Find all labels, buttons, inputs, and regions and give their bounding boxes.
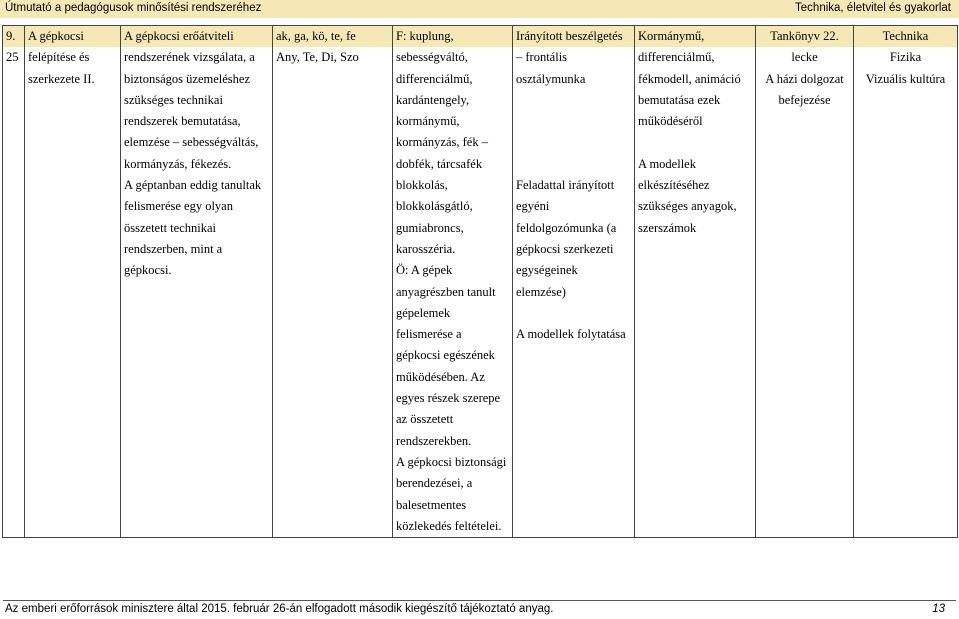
table-cell xyxy=(756,495,854,516)
table-row xyxy=(3,132,958,153)
table-cell: gépkocsi szerkezeti xyxy=(513,239,635,260)
table-cell: rendszerek bemutatása, xyxy=(121,111,273,132)
table-cell xyxy=(25,473,121,494)
table-cell xyxy=(25,431,121,452)
table-cell xyxy=(3,345,25,366)
table-cell xyxy=(635,495,756,516)
table-cell xyxy=(121,495,273,516)
table-cell xyxy=(756,409,854,430)
table-cell xyxy=(3,218,25,239)
table-cell xyxy=(273,431,393,452)
footer-divider xyxy=(3,600,956,601)
table-cell xyxy=(854,111,958,132)
table-cell xyxy=(854,175,958,196)
table-cell: egyes részek szerepe xyxy=(393,388,513,409)
table-cell xyxy=(25,154,121,175)
table-row xyxy=(3,218,958,239)
table-cell xyxy=(3,495,25,516)
table-cell xyxy=(273,90,393,111)
table-cell xyxy=(3,409,25,430)
table-cell xyxy=(854,196,958,217)
table-cell xyxy=(854,260,958,281)
footer-text: Az emberi erőforrások minisztere által 2015. február 26-án elfogadott második kiegészítő tájékoztató anyag. xyxy=(5,603,554,615)
table-cell xyxy=(121,473,273,494)
table-cell: Kormánymű, xyxy=(635,26,756,48)
table-cell xyxy=(3,69,25,90)
table-cell xyxy=(756,132,854,153)
table-row xyxy=(3,473,958,494)
table-cell xyxy=(121,452,273,473)
table-cell xyxy=(273,154,393,175)
table-cell xyxy=(635,324,756,345)
table-row xyxy=(3,154,958,175)
table-cell: osztálymunka xyxy=(513,69,635,90)
table-cell xyxy=(25,516,121,538)
table-cell xyxy=(513,473,635,494)
table-cell: 25 xyxy=(3,47,25,68)
table-cell: sebességváltó, xyxy=(393,47,513,68)
table-cell xyxy=(121,303,273,324)
table-cell: rendszerben, mint a xyxy=(121,239,273,260)
table-cell: működéséről xyxy=(635,111,756,132)
table-cell: F: kuplung, xyxy=(393,26,513,48)
table-cell xyxy=(756,196,854,217)
table-cell: összetett technikai xyxy=(121,218,273,239)
table-row xyxy=(3,409,958,430)
table-cell xyxy=(273,132,393,153)
table-cell xyxy=(513,367,635,388)
table-cell xyxy=(25,132,121,153)
table-cell: gépkocsi. xyxy=(121,260,273,281)
table-row xyxy=(3,282,958,303)
table-row xyxy=(3,495,958,516)
header-title: Útmutató a pedagógusok minősítési rendszeréhez xyxy=(5,2,262,14)
table-cell xyxy=(121,388,273,409)
table-row xyxy=(3,239,958,260)
table-cell xyxy=(3,132,25,153)
table-cell xyxy=(854,90,958,111)
table-cell xyxy=(854,409,958,430)
table-cell: gépkocsi egészének xyxy=(393,345,513,366)
table-cell: differenciálmű, xyxy=(635,47,756,68)
table-cell xyxy=(756,516,854,538)
table-cell xyxy=(121,516,273,538)
table-cell xyxy=(273,516,393,538)
table-cell xyxy=(25,260,121,281)
table-row xyxy=(3,345,958,366)
table-cell xyxy=(756,154,854,175)
table-cell xyxy=(635,239,756,260)
table-cell xyxy=(854,516,958,538)
table-cell xyxy=(513,516,635,538)
table-cell: blokkolás, xyxy=(393,175,513,196)
table-cell xyxy=(854,495,958,516)
table-cell xyxy=(635,473,756,494)
table-cell xyxy=(3,239,25,260)
table-cell xyxy=(635,452,756,473)
table-cell: 9. xyxy=(3,26,25,48)
table-cell xyxy=(25,367,121,388)
table-cell xyxy=(513,495,635,516)
table-cell xyxy=(3,196,25,217)
table-cell xyxy=(513,452,635,473)
table-cell xyxy=(756,473,854,494)
table-row xyxy=(3,431,958,452)
table-cell: Tankönyv 22. xyxy=(756,26,854,48)
table-cell xyxy=(756,452,854,473)
table-cell: Technika xyxy=(854,26,958,48)
table-cell xyxy=(273,409,393,430)
table-cell: Ö: A gépek xyxy=(393,260,513,281)
table-cell: működésében. Az xyxy=(393,367,513,388)
table-cell xyxy=(121,345,273,366)
table-cell: A házi dolgozat xyxy=(756,69,854,90)
table-cell xyxy=(273,111,393,132)
table-cell xyxy=(273,495,393,516)
table-cell xyxy=(3,473,25,494)
table-cell: A gépkocsi erőátviteli xyxy=(121,26,273,48)
table-cell xyxy=(25,324,121,345)
table-cell xyxy=(3,175,25,196)
table-cell xyxy=(635,132,756,153)
table-cell xyxy=(854,388,958,409)
table-cell xyxy=(756,345,854,366)
table-cell xyxy=(25,196,121,217)
table-cell xyxy=(513,345,635,366)
table-cell xyxy=(3,324,25,345)
table-cell xyxy=(25,388,121,409)
table-cell xyxy=(635,303,756,324)
table-cell: A gépkocsi biztonsági xyxy=(393,452,513,473)
table-cell: differenciálmű, xyxy=(393,69,513,90)
table-cell xyxy=(854,324,958,345)
table-cell xyxy=(25,218,121,239)
table-cell: gumiabroncs, xyxy=(393,218,513,239)
table-cell xyxy=(3,111,25,132)
table-row xyxy=(3,175,958,196)
table-cell xyxy=(273,239,393,260)
table-cell xyxy=(635,431,756,452)
table-cell xyxy=(854,154,958,175)
table-cell xyxy=(635,388,756,409)
table-cell: felismerése a xyxy=(393,324,513,345)
table-cell: A gépkocsi xyxy=(25,26,121,48)
table-row xyxy=(3,367,958,388)
table-cell xyxy=(756,111,854,132)
table-cell: felépítése és xyxy=(25,47,121,68)
table-cell xyxy=(756,218,854,239)
table-row xyxy=(3,69,958,90)
table-cell: egyéni xyxy=(513,196,635,217)
table-cell xyxy=(756,175,854,196)
table-cell: bemutatása ezek xyxy=(635,90,756,111)
table-cell: Any, Te, Di, Szo xyxy=(273,47,393,68)
table-cell xyxy=(3,367,25,388)
table-cell: biztonságos üzemeléshez xyxy=(121,69,273,90)
table-cell xyxy=(854,282,958,303)
table-cell: berendezései, a xyxy=(393,473,513,494)
table-cell xyxy=(756,367,854,388)
table-cell: befejezése xyxy=(756,90,854,111)
table-cell: balesetmentes xyxy=(393,495,513,516)
table-cell xyxy=(756,282,854,303)
table-cell xyxy=(273,324,393,345)
table-cell xyxy=(513,132,635,153)
table-cell xyxy=(273,196,393,217)
table-cell xyxy=(3,303,25,324)
table-cell: – frontális xyxy=(513,47,635,68)
table-cell: felismerése egy olyan xyxy=(121,196,273,217)
table-cell xyxy=(121,367,273,388)
header-subject: Technika, életvitel és gyakorlat xyxy=(795,2,951,14)
table-cell: rendszerekben. xyxy=(393,431,513,452)
table-row xyxy=(3,516,958,538)
table-cell xyxy=(3,516,25,538)
table-cell xyxy=(635,260,756,281)
table-cell: kormányzás, fék – xyxy=(393,132,513,153)
table-cell xyxy=(756,388,854,409)
table-row xyxy=(3,26,958,48)
table-cell xyxy=(513,90,635,111)
table-cell: A modellek xyxy=(635,154,756,175)
table-cell xyxy=(273,260,393,281)
table-cell: Vizuális kultúra xyxy=(854,69,958,90)
table-cell xyxy=(3,452,25,473)
table-cell: Irányított beszélgetés xyxy=(513,26,635,48)
table-cell xyxy=(513,388,635,409)
table-cell xyxy=(3,154,25,175)
table-cell: az összetett xyxy=(393,409,513,430)
table-cell: elemzése – sebességváltás, xyxy=(121,132,273,153)
table-cell: blokkolásgátló, xyxy=(393,196,513,217)
table-cell: rendszerének vizsgálata, a xyxy=(121,47,273,68)
table-cell xyxy=(3,90,25,111)
table-cell: szerszámok xyxy=(635,218,756,239)
table-cell: kormányzás, fékezés. xyxy=(121,154,273,175)
table-cell: ak, ga, kö, te, fe xyxy=(273,26,393,48)
curriculum-table xyxy=(2,25,958,538)
table-cell: szerkezete II. xyxy=(25,69,121,90)
table-cell xyxy=(273,388,393,409)
table-cell xyxy=(25,345,121,366)
table-cell xyxy=(635,516,756,538)
table-cell xyxy=(25,111,121,132)
table-cell: Feladattal irányított xyxy=(513,175,635,196)
table-cell xyxy=(25,90,121,111)
table-cell xyxy=(513,111,635,132)
table-cell xyxy=(3,388,25,409)
table-row xyxy=(3,388,958,409)
table-cell xyxy=(635,367,756,388)
table-row xyxy=(3,111,958,132)
table-cell xyxy=(854,367,958,388)
table-cell xyxy=(273,282,393,303)
table-cell xyxy=(25,303,121,324)
table-row xyxy=(3,324,958,345)
table-cell xyxy=(513,431,635,452)
table-row xyxy=(3,452,958,473)
table-cell: Fizika xyxy=(854,47,958,68)
table-cell xyxy=(854,431,958,452)
table-row xyxy=(3,303,958,324)
table-cell: elemzése) xyxy=(513,282,635,303)
table-cell: karosszéria. xyxy=(393,239,513,260)
table-row xyxy=(3,90,958,111)
table-cell xyxy=(273,218,393,239)
table-cell xyxy=(25,409,121,430)
table-cell xyxy=(25,239,121,260)
table-cell xyxy=(513,303,635,324)
table-cell xyxy=(756,431,854,452)
table-cell: anyagrészben tanult xyxy=(393,282,513,303)
table-cell xyxy=(756,239,854,260)
table-cell xyxy=(3,282,25,303)
table-cell xyxy=(756,303,854,324)
table-cell xyxy=(273,345,393,366)
table-cell xyxy=(25,282,121,303)
table-cell xyxy=(854,132,958,153)
table-cell xyxy=(513,154,635,175)
document-header xyxy=(0,0,959,18)
table-cell: szükséges technikai xyxy=(121,90,273,111)
table-cell xyxy=(854,345,958,366)
table-cell xyxy=(513,409,635,430)
table-cell xyxy=(273,473,393,494)
table-cell: gépelemek xyxy=(393,303,513,324)
table-cell xyxy=(756,260,854,281)
table-cell: dobfék, tárcsafék xyxy=(393,154,513,175)
table-cell: fékmodell, animáció xyxy=(635,69,756,90)
table-cell: közlekedés feltételei. xyxy=(393,516,513,538)
table-cell xyxy=(635,282,756,303)
table-cell xyxy=(273,69,393,90)
table-cell xyxy=(25,495,121,516)
table-cell xyxy=(25,175,121,196)
table-cell xyxy=(854,473,958,494)
table-cell xyxy=(854,452,958,473)
table-cell: kormánymű, xyxy=(393,111,513,132)
table-cell xyxy=(854,303,958,324)
table-cell: egységeinek xyxy=(513,260,635,281)
page-number: 13 xyxy=(932,603,945,615)
table-cell: A modellek folytatása xyxy=(513,324,635,345)
table-cell xyxy=(25,452,121,473)
table-cell: elkészítéséhez xyxy=(635,175,756,196)
table-cell xyxy=(121,431,273,452)
table-cell xyxy=(121,409,273,430)
table-cell: feldolgozómunka (a xyxy=(513,218,635,239)
table-cell xyxy=(273,175,393,196)
table-cell: kardántengely, xyxy=(393,90,513,111)
table-cell: szükséges anyagok, xyxy=(635,196,756,217)
table-cell: lecke xyxy=(756,47,854,68)
table-cell xyxy=(3,260,25,281)
table-row xyxy=(3,47,958,68)
table-row xyxy=(3,196,958,217)
table-cell xyxy=(273,452,393,473)
table-cell: A géptanban eddig tanultak xyxy=(121,175,273,196)
table-cell xyxy=(3,431,25,452)
table-cell xyxy=(635,409,756,430)
table-cell xyxy=(121,282,273,303)
table-cell xyxy=(635,345,756,366)
table-row xyxy=(3,260,958,281)
table-cell xyxy=(854,218,958,239)
table-cell xyxy=(273,303,393,324)
table-cell xyxy=(273,367,393,388)
table-cell xyxy=(854,239,958,260)
document-footer xyxy=(5,603,945,615)
table-cell xyxy=(756,324,854,345)
table-cell xyxy=(121,324,273,345)
